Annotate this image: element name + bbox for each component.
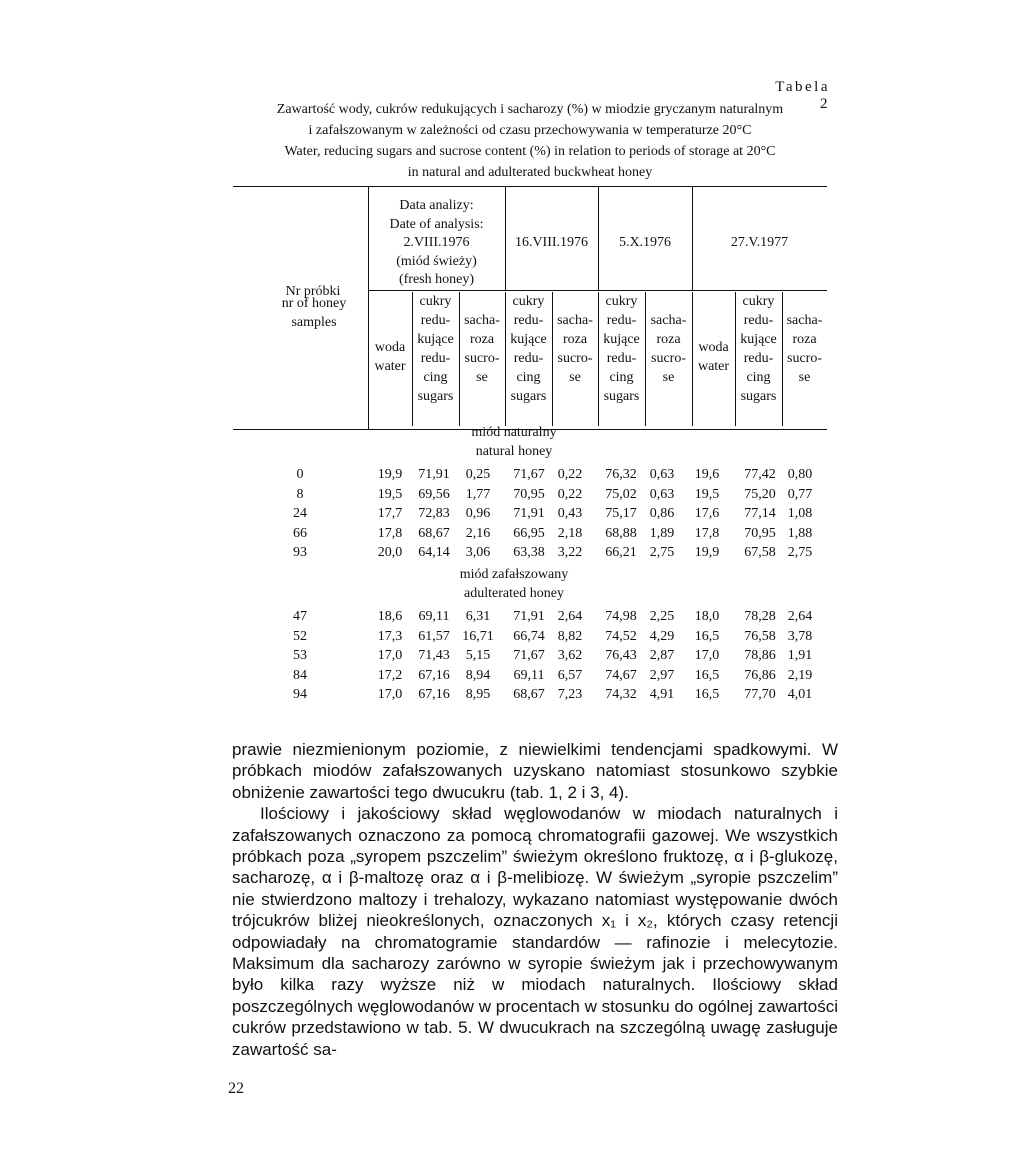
table-cell: 71,43 [418, 648, 450, 664]
table-cell: 2,97 [649, 667, 675, 683]
sub-header-line: kujące [417, 332, 454, 347]
paragraph: Ilościowy i jakościowy skład węglowodanów w miodach naturalnych i zafałszowanych oznaczono za pomocą chromatografii gazowej. We wszystkich próbkach poza „syropem pszczelim” świeżym określono fruktozę, α i β-glukozę, sacharozę, α i β-maltozę oraz α i β-melibiozę. W świeżym „syropie pszczelim” nie stwierdzono maltozy i trehalozy, wykazano natomiast występowanie dwóch trójcukrów bliżej nieokreślonych, oznaczonych x₁ i x₂, których czasy retencji odpowiadały na chromatogramie standardów — rafinozie i melecytozie. Maksimum dla sacharozy zarówno w syropie świeżym jak i przechowywanym było kilka razy wyższe niż w miodach naturalnych. Ilościowy skład poszczególnych węglowodanów w procentach w stosunku do ogólnej zawartości cukrów przedstawiono w tab. 5. W dwucukrach na szczególną uwagę zasługuje zawartość sa- [232, 804, 838, 1059]
table-cell: 64,14 [418, 545, 450, 561]
section-title-adulterated-pl: miód zafałszowany [459, 567, 569, 582]
sub-header-line: sacha- [650, 313, 687, 328]
table-cell: 19,9 [377, 467, 403, 482]
table-cell: 19,5 [377, 486, 403, 502]
table-cell: 0,86 [649, 506, 675, 522]
sub-header-line: redu- [420, 313, 451, 328]
table-cell: 3,22 [557, 545, 583, 561]
sub-header-line: kujące [510, 332, 547, 347]
sub-header-line: sugars [603, 389, 640, 404]
sample-number: 52 [293, 628, 307, 644]
table-cell: 4,91 [649, 687, 675, 703]
table-cell: 0,63 [649, 486, 675, 502]
table-cell: 67,58 [744, 545, 776, 561]
sub-header-line: redu- [743, 351, 774, 366]
table-cell: 1,08 [787, 506, 813, 522]
table-cell: 17,6 [694, 506, 720, 522]
sub-header-line: sucro- [557, 351, 593, 366]
section-title-natural-en: natural honey [475, 444, 553, 459]
table-cell: 17,3 [377, 628, 403, 644]
table-cell: 17,2 [377, 667, 403, 683]
table-cell: 16,5 [694, 667, 720, 683]
table-cell: 70,95 [513, 486, 545, 502]
table-cell: 20,0 [377, 545, 403, 561]
sucrose-header [552, 311, 598, 387]
table-cell: 76,32 [605, 467, 637, 482]
sample-number: 24 [293, 506, 307, 522]
sub-header-line: se [476, 370, 488, 385]
table-cell: 0,80 [787, 467, 813, 482]
date-1: 2.VIII.1976 [403, 235, 470, 250]
table-cell: 17,8 [377, 525, 403, 541]
water-header [692, 338, 735, 376]
sample-number: 47 [293, 609, 307, 624]
table-cell: 74,52 [605, 628, 637, 644]
table-cell: 17,0 [377, 687, 403, 703]
sub-header-line: redu- [420, 351, 451, 366]
reducing-sugars-header [598, 292, 645, 406]
sub-header-line: sacha- [557, 313, 593, 328]
table-cell: 76,86 [744, 667, 776, 683]
sub-header-line: woda [374, 340, 406, 355]
sub-header-line: roza [469, 332, 495, 347]
table-cell: 16,71 [462, 628, 494, 644]
table-cell: 0,22 [557, 486, 583, 502]
sub-header-line: cukry [742, 294, 775, 309]
table-cell: 2,64 [787, 609, 813, 624]
sub-header-line: sugars [417, 389, 454, 404]
table-cell: 69,11 [513, 667, 545, 683]
reducing-sugars-header [412, 292, 459, 406]
table-cell: 66,74 [513, 628, 545, 644]
table-cell: 76,43 [605, 648, 637, 664]
table-cell: 74,67 [605, 667, 637, 683]
table-cell: 68,67 [418, 525, 450, 541]
sub-header-line: cing [609, 370, 634, 385]
sample-number: 93 [293, 545, 307, 561]
table-cell: 2,75 [787, 545, 813, 561]
sub-header-line: se [662, 370, 675, 385]
table-cell: 61,57 [418, 628, 450, 644]
sample-number: 66 [293, 525, 307, 541]
sub-header-line: redu- [513, 351, 544, 366]
reducing-sugars-header [505, 292, 552, 406]
table-caption-en-line2: in natural and adulterated buckwheat honey [407, 165, 653, 180]
table-cell: 71,67 [513, 648, 545, 664]
table-cell: 66,21 [605, 545, 637, 561]
table-cell: 4,01 [787, 687, 813, 703]
table-cell: 17,7 [377, 506, 403, 522]
table-cell: 2,18 [557, 525, 583, 541]
table-cell: 74,98 [605, 609, 637, 624]
sample-header-en: nr of honey samples [281, 296, 347, 330]
table-caption-pl-line1: Zawartość wody, cukrów redukujących i sacharozy (%) w miodzie gryczanym naturalnym [276, 102, 784, 117]
sub-header-line: redu- [606, 313, 637, 328]
table-caption-en-line1: Water, reducing sugars and sucrose content (%) in relation to periods of storage at 20°C [284, 144, 776, 159]
table-cell: 70,95 [744, 525, 776, 541]
sub-header-line: sugars [740, 389, 777, 404]
table-cell: 4,29 [649, 628, 675, 644]
date-label-en: Date of analysis: [389, 217, 484, 232]
table-cell: 2,75 [649, 545, 675, 561]
table-number: Tabela 2 [775, 79, 830, 112]
date-3: 5.X.1976 [618, 235, 672, 250]
sub-header-line: cukry [512, 294, 545, 309]
table-cell: 69,56 [418, 486, 450, 502]
table-cell: 7,23 [557, 687, 583, 703]
sub-header-line: kujące [603, 332, 640, 347]
table-cell: 19,5 [694, 486, 720, 502]
table-cell: 78,28 [744, 609, 776, 624]
table-cell: 3,06 [465, 545, 491, 561]
sub-header-line: woda [698, 340, 729, 355]
sub-header-line: sacha- [786, 313, 823, 328]
table-cell: 3,62 [557, 648, 583, 664]
table-cell: 1,88 [787, 525, 813, 541]
date-4: 27.V.1977 [730, 235, 789, 250]
table-cell: 2,25 [649, 609, 675, 624]
table-cell: 2,87 [649, 648, 675, 664]
table-cell: 19,6 [694, 467, 720, 482]
table-cell: 71,67 [513, 467, 545, 482]
table-cell: 75,02 [605, 486, 637, 502]
table-cell: 0,22 [557, 467, 583, 482]
table-cell: 2,19 [787, 667, 813, 683]
sample-number: 8 [296, 486, 304, 502]
sub-header-line: water [697, 359, 730, 374]
sample-number: 94 [293, 687, 307, 703]
table-cell: 68,67 [513, 687, 545, 703]
table-top-rule [233, 186, 827, 187]
table-cell: 63,38 [513, 545, 545, 561]
sub-header-line: se [569, 370, 581, 385]
paragraph: prawie niezmienionym poziomie, z niewielkimi tendencjami spadkowymi. W próbkach miodów zafałszowanych uzyskano natomiast stosunkowo szybkie obniżenie zawartości tego dwucukru (tab. 1, 2 i 3, 4). [232, 740, 838, 802]
table-cell: 75,20 [744, 486, 776, 502]
sub-header-line: kujące [740, 332, 777, 347]
sub-header-line: roza [656, 332, 681, 347]
table-cell: 75,17 [605, 506, 637, 522]
sub-header-line: redu- [513, 313, 544, 328]
water-header [368, 338, 412, 376]
table-cell: 19,9 [694, 545, 720, 561]
sucrose-header [782, 311, 827, 387]
table-cell: 0,43 [557, 506, 583, 522]
sample-number: 84 [293, 667, 307, 683]
table-cell: 77,70 [744, 687, 776, 703]
table-cell: 16,5 [694, 628, 720, 644]
table-cell: 16,5 [694, 687, 720, 703]
sample-header-pl: Nr próbki [285, 284, 341, 299]
table-cell: 71,91 [418, 467, 450, 482]
table-cell: 0,77 [787, 486, 813, 502]
sub-header-line: roza [562, 332, 588, 347]
table-cell: 76,58 [744, 628, 776, 644]
reducing-sugars-header [735, 292, 782, 406]
sucrose-header [645, 311, 692, 387]
sub-header-line: cukry [605, 294, 638, 309]
table-cell: 8,82 [557, 628, 583, 644]
table-cell: 6,57 [557, 667, 583, 683]
date-2: 16.VIII.1976 [514, 235, 589, 250]
table-cell: 77,14 [744, 506, 776, 522]
sub-header-line: sucro- [787, 351, 822, 366]
table-cell: 8,95 [465, 687, 491, 703]
table-cell: 67,16 [418, 687, 450, 703]
table-cell: 77,42 [744, 467, 776, 482]
body-text [232, 739, 838, 1060]
table-cell: 2,16 [465, 525, 491, 541]
date-1-note-en: (fresh honey) [398, 272, 475, 287]
table-caption-pl-line2: i zafałszowanym w zależności od czasu przechowywania w temperaturze 20°C [308, 123, 752, 138]
table-cell: 1,91 [787, 648, 813, 664]
table-cell: 0,25 [465, 467, 491, 482]
sub-header-line: redu- [606, 351, 637, 366]
date-group-rule [368, 290, 827, 291]
table-cell: 5,15 [465, 648, 491, 664]
sub-header-line: sucro- [651, 351, 686, 366]
sub-header-line: cing [516, 370, 541, 385]
table-cell: 8,94 [465, 667, 491, 683]
table-cell: 6,31 [465, 609, 491, 624]
table-cell: 2,64 [557, 609, 583, 624]
page-number: 22 [228, 1080, 244, 1097]
table-cell: 66,95 [513, 525, 545, 541]
sub-header-line: water [374, 359, 406, 374]
table-cell: 71,91 [513, 609, 545, 624]
sub-header-line: sucro- [464, 351, 500, 366]
section-title-adulterated-en: adulterated honey [464, 586, 564, 601]
sub-header-line: cukry [419, 294, 452, 309]
table-cell: 68,88 [605, 525, 637, 541]
table-cell: 1,77 [465, 486, 491, 502]
sub-header-line: sacha- [464, 313, 500, 328]
sub-header-line: redu- [743, 313, 774, 328]
table-cell: 17,8 [694, 525, 720, 541]
table-cell: 67,16 [418, 667, 450, 683]
table-cell: 0,63 [649, 467, 675, 482]
section-title-natural-pl: miód naturalny [471, 425, 557, 440]
table-cell: 0,96 [465, 506, 491, 522]
table-cell: 72,83 [418, 506, 450, 522]
table-cell: 71,91 [513, 506, 545, 522]
table-cell: 3,78 [787, 628, 813, 644]
table-cell: 69,11 [418, 609, 450, 624]
table-cell: 1,89 [649, 525, 675, 541]
date-1-note-pl: (miód świeży) [396, 254, 477, 269]
date-label-pl: Data analizy: [399, 198, 474, 213]
sample-number: 0 [296, 467, 304, 482]
table-cell: 78,86 [744, 648, 776, 664]
table-cell: 18,0 [694, 609, 720, 624]
sample-number: 53 [293, 648, 307, 664]
sub-header-line: cing [423, 370, 448, 385]
sub-header-line: se [798, 370, 811, 385]
sub-header-line: sugars [510, 389, 547, 404]
table-cell: 18,6 [377, 609, 403, 624]
sub-header-line: roza [792, 332, 817, 347]
table-cell: 17,0 [377, 648, 403, 664]
table-cell: 74,32 [605, 687, 637, 703]
sucrose-header [459, 311, 505, 387]
sub-header-line: cing [746, 370, 771, 385]
table-cell: 17,0 [694, 648, 720, 664]
